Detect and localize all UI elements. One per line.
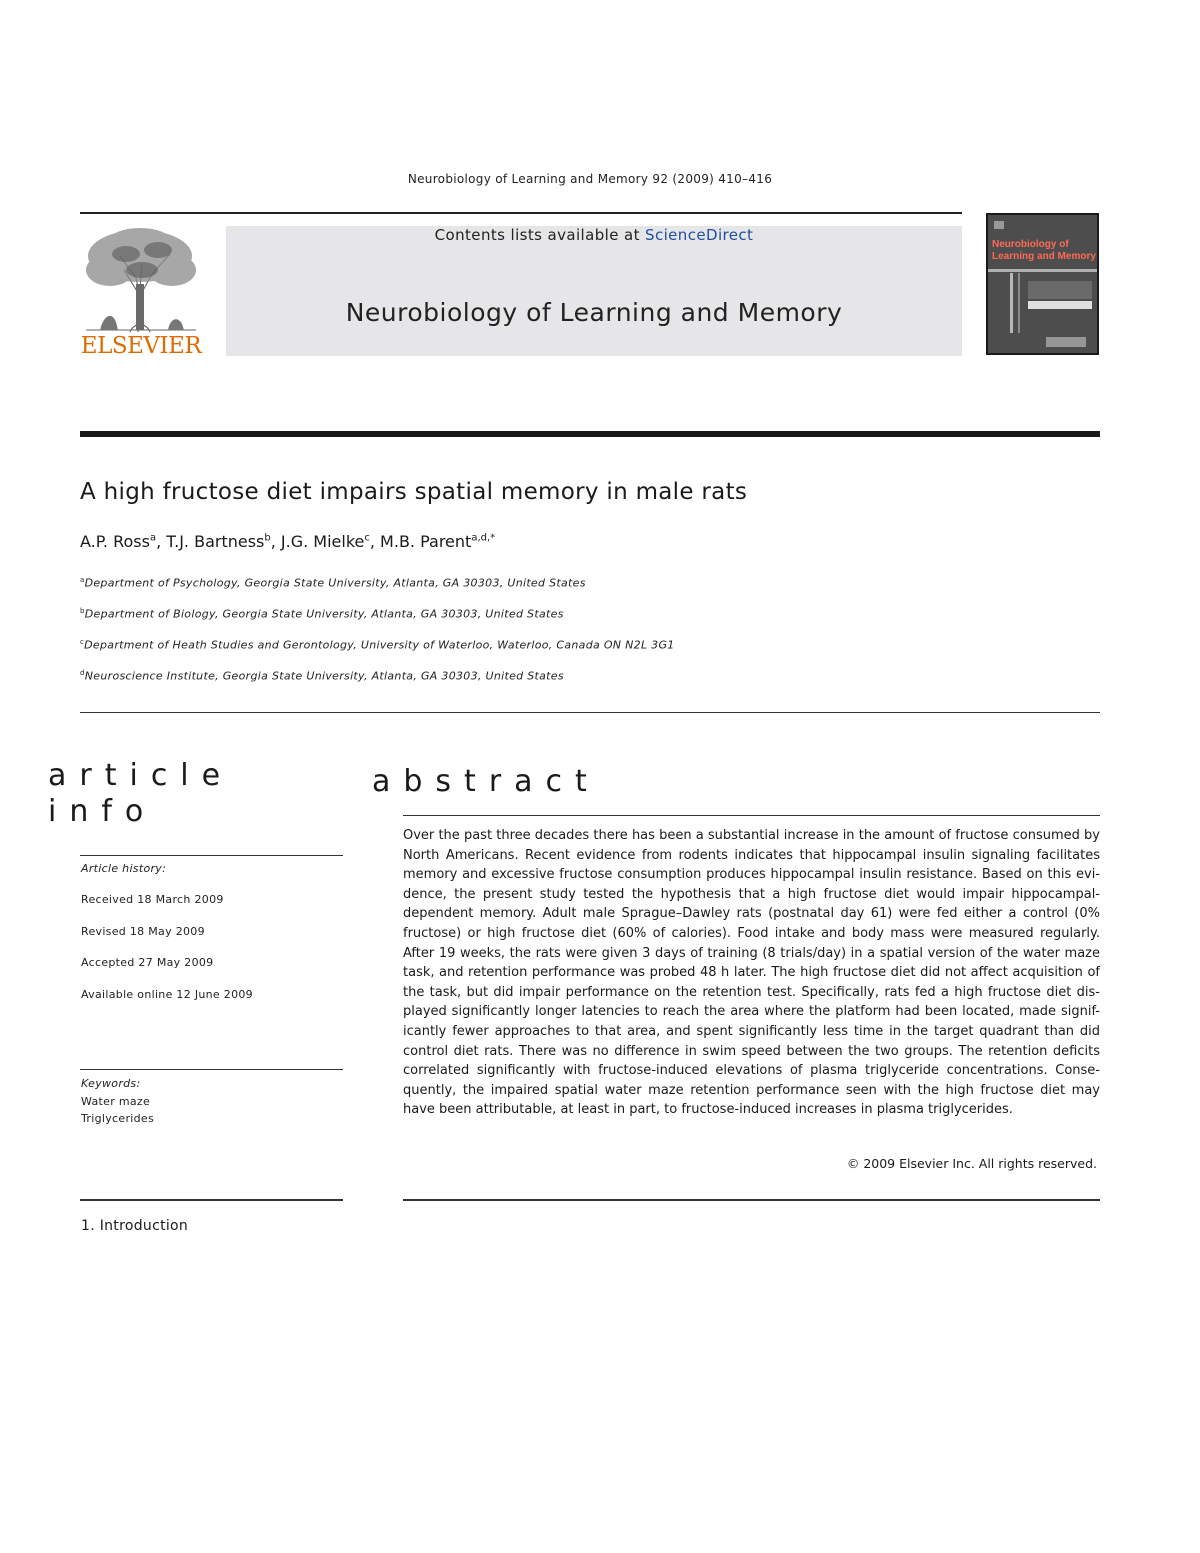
- title-rule: [80, 431, 1100, 437]
- journal-cover-image: [986, 213, 1099, 355]
- author-name: T.J. Bartness: [166, 532, 265, 551]
- affiliation-text: Neuroscience Institute, Georgia State University, Atlanta, GA 30303, United States: [84, 669, 564, 683]
- author-name: M.B. Parent: [380, 532, 472, 551]
- affiliation: [80, 638, 675, 652]
- author-list: A.P. Ross$^a$, T.J. Bartness$^b$, J.G. Mielke$^c$, M.B. Parent$^{a,d,*}$: [80, 532, 496, 551]
- header-rule: [80, 212, 962, 214]
- affiliation-sup: d: [80, 669, 85, 677]
- elsevier-wordmark: ELSEVIER: [80, 333, 202, 359]
- contents-line: [226, 226, 962, 244]
- author-sup: a,d,*: [471, 532, 496, 544]
- available-date: Available online 12 June 2009: [81, 988, 253, 1001]
- affiliations-rule: [80, 712, 1100, 713]
- author-name: J.G. Mielke: [280, 532, 365, 551]
- article-title: A high fructose diet impairs spatial memory in male rats: [80, 479, 748, 505]
- cover-art-icon: [988, 215, 1099, 355]
- elsevier-tree-icon: [80, 226, 202, 334]
- article-info-bottom-rule: [80, 1199, 343, 1201]
- accepted-date: Accepted 27 May 2009: [81, 956, 214, 969]
- sciencedirect-link[interactable]: ScienceDirect: [645, 226, 754, 244]
- affiliation: [80, 607, 564, 621]
- keyword-item: Water maze: [81, 1095, 151, 1108]
- article-info-rule: [80, 855, 343, 856]
- abstract-body: Over the past three decades there has been a substantial increase in the amount of fructose consumed by North Americans. Recent evidence from rodents indicates that hippocampal insulin signaling facilitates memory and excessive fructose consumption produces hippocampal insulin resistance. Based on this evi- dence, the present study tested the hypothesis that a high fructose diet would impair hippocampal- dependent memory. Adult male Sprague–Dawley rats (postnatal day 61) were fed either a control (0% fructose) or high fructose diet (60% of calories). Food intake and body mass were measured regularly. After 19 weeks, the rats were given 3 days of training (8 trials/day) in a spatial version of the water maze task, and retention performance was probed 48 h later. The high fructose diet did not affect acquisition of the task, but did impair performance on the retention test. Specifically, rats fed a high fructose diet dis- played significantly longer latencies to reach the area where the platform had been located, made signif- icantly fewer approaches to that area, and spent significantly less time in the target quadrant than did control diet rats. There was no difference in swim speed between the two groups. The retention deficits correlated significantly with fructose-induced elevations of plasma triglyceride concentrations. Conse- quently, the impaired spatial water maze retention performance seen with the high fructose diet may have been attributable, at least in part, to fructose-induced increases in plasma triglycerides.: [403, 828, 1100, 1118]
- abstract-rule: [403, 815, 1100, 816]
- section-heading-introduction: 1. Introduction: [81, 1218, 189, 1234]
- contents-prefix: Contents lists available at: [434, 226, 640, 244]
- received-date: Received 18 March 2009: [81, 893, 224, 906]
- journal-banner: [226, 226, 962, 356]
- affiliation-text: Department of Biology, Georgia State University, Atlanta, GA 30303, United States: [84, 607, 564, 621]
- affiliation-text: Department of Heath Studies and Gerontology, University of Waterloo, Waterloo, Canada ON N2L 3G1: [84, 638, 675, 652]
- journal-citation: Neurobiology of Learning and Memory 92 (2009) 410–416: [407, 172, 773, 186]
- author-sup: a: [149, 532, 157, 544]
- revised-date: Revised 18 May 2009: [81, 925, 205, 938]
- keywords-label: Keywords:: [81, 1077, 141, 1090]
- author-name: A.P. Ross: [80, 532, 150, 551]
- affiliation: [80, 669, 564, 683]
- history-label: Article history:: [81, 862, 167, 875]
- article-info-heading: article info: [48, 758, 234, 829]
- affiliation: [80, 576, 586, 590]
- affiliation-text: Department of Psychology, Georgia State University, Atlanta, GA 30303, United States: [84, 576, 586, 590]
- author-sup: b: [264, 532, 271, 544]
- copyright-notice: © 2009 Elsevier Inc. All rights reserved.: [846, 1156, 1097, 1171]
- affiliation-sup: c: [80, 638, 85, 646]
- keywords-rule: [80, 1069, 343, 1070]
- elsevier-logo: [80, 226, 202, 358]
- abstract-bottom-rule: [403, 1199, 1100, 1201]
- abstract-heading: abstract: [372, 764, 600, 799]
- author-sup: c: [364, 532, 370, 544]
- affiliation-sup: b: [80, 607, 85, 615]
- cover-title: Neurobiology of Learning and Memory: [992, 239, 1096, 262]
- affiliation-sup: a: [80, 576, 85, 584]
- keyword-item: Triglycerides: [81, 1112, 155, 1125]
- journal-title: Neurobiology of Learning and Memory: [345, 298, 843, 327]
